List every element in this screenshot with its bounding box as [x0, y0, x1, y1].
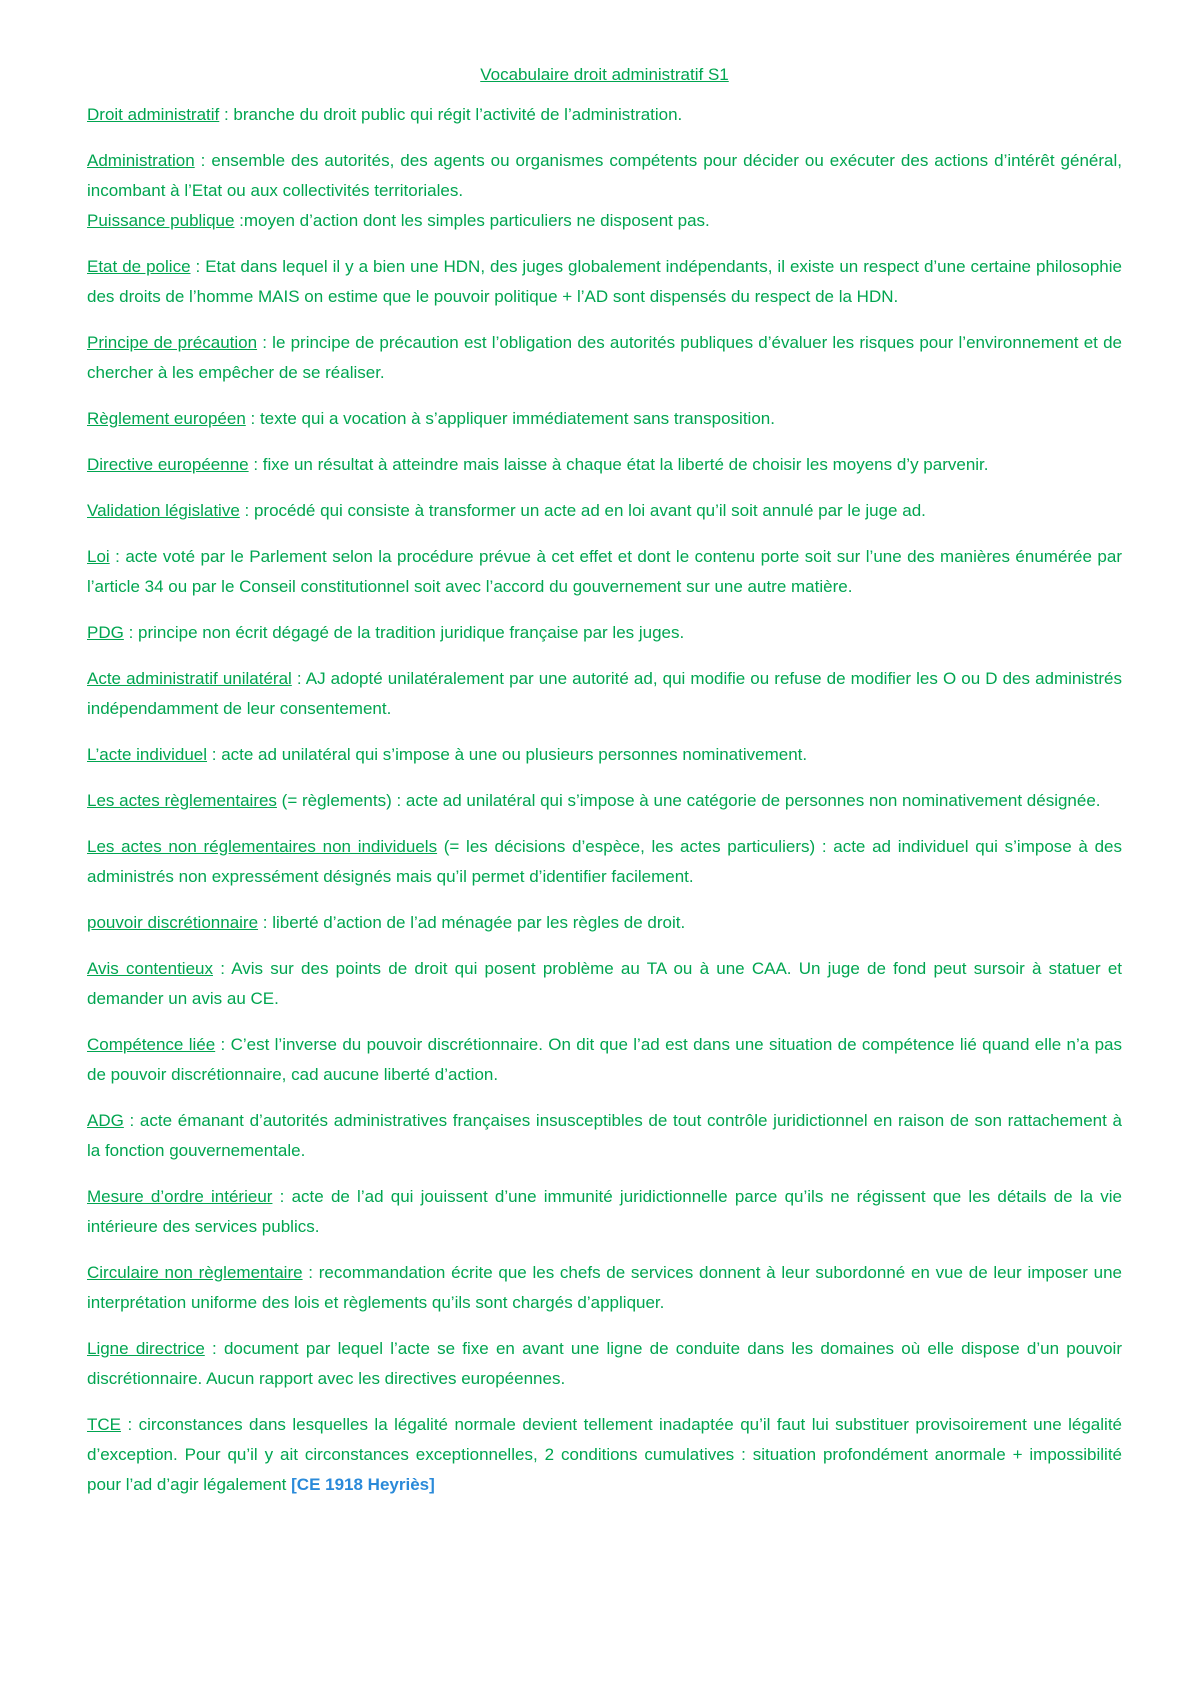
entry-adg: [87, 1106, 1122, 1166]
term: Acte administratif unilatéral: [87, 669, 292, 688]
definition: : principe non écrit dégagé de la tradition juridique française par les juges.: [123, 623, 685, 642]
entry-puissance-publique: [87, 206, 1122, 236]
definition: : acte ad unilatéral qui s’impose à une ou plusieurs personnes nominativement.: [207, 745, 808, 764]
definition: : AJ adopté unilatéralement par une autorité ad, qui modifie ou refuse de modifier les O ou D des administrés indépendamment de leur consentement.: [87, 669, 1123, 718]
entry-directive-europeenne: [87, 450, 1122, 480]
entry-loi: [87, 542, 1122, 602]
term: Validation législative: [87, 501, 240, 520]
term: PDG: [87, 623, 124, 642]
term: Les actes non réglementaires non individuels: [87, 837, 438, 856]
term: Avis contentieux: [87, 959, 213, 978]
term: Loi: [87, 547, 110, 566]
term: Puissance publique: [87, 211, 235, 230]
document-title: Vocabulaire droit administratif S1: [480, 65, 729, 84]
entry-mesure-ordre-interieur: [87, 1182, 1122, 1242]
definition: : recommandation écrite que les chefs de services donnent à leur subordonné en vue de leur imposer une interprétation uniforme des lois et règlements qu’ils sont chargés d’appliquer.: [87, 1263, 1122, 1312]
entry-reglement-europeen: [87, 404, 1122, 434]
entry-pdg: [87, 618, 1122, 648]
definition: : fixe un résultat à atteindre mais laisse à chaque état la liberté de choisir les moyens d’y parvenir.: [248, 455, 989, 474]
definition: : acte émanant d’autorités administratives françaises insusceptibles de tout contrôle juridictionnel en raison de son rattachement à la fonction gouvernementale.: [87, 1111, 1122, 1160]
definition: : texte qui a vocation à s’appliquer immédiatement sans transposition.: [245, 409, 775, 428]
definition: (= règlements) : acte ad unilatéral qui s’impose à une catégorie de personnes non nominativement désignée.: [276, 791, 1101, 810]
definition: : branche du droit public qui régit l’activité de l’administration.: [219, 105, 683, 124]
definition: : ensemble des autorités, des agents ou organismes compétents pour décider ou exécuter des actions d’intérêt général, incombant à l’Etat ou aux collectivités territoriales.: [87, 151, 1122, 200]
entry-principe-de-precaution: [87, 328, 1122, 388]
entry-validation-legislative: [87, 496, 1122, 526]
definition: : acte de l’ad qui jouissent d’une immunité juridictionnelle parce qu’ils ne régissent que les détails de la vie intérieure des services publics.: [87, 1187, 1123, 1236]
definition: : Etat dans lequel il y a bien une HDN, des juges globalement indépendants, il existe un respect d’une certaine philosophie des droits de l’homme MAIS on estime que le pouvoir politique + l’AD sont dispensés du respect de la HDN.: [87, 257, 1122, 306]
term: Compétence liée: [87, 1035, 216, 1054]
term: TCE: [87, 1415, 121, 1434]
entry-avis-contentieux: [87, 954, 1122, 1014]
case-citation: [CE 1918 Heyriès]: [291, 1475, 435, 1494]
term: Les actes règlementaires: [87, 791, 277, 810]
term: Administration: [87, 151, 195, 170]
term: Etat de police: [87, 257, 191, 276]
definition: : Avis sur des points de droit qui posent problème au TA ou à une CAA. Un juge de fond peut sursoir à statuer et demander un avis au CE.: [87, 959, 1122, 1008]
entry-acte-administratif-unilateral: [87, 664, 1122, 724]
entry-administration: [87, 146, 1122, 206]
entry-actes-reglementaires: [87, 786, 1122, 816]
term: L’acte individuel: [87, 745, 208, 764]
entry-pouvoir-discretionnaire: [87, 908, 1122, 938]
definition: : liberté d’action de l’ad ménagée par les règles de droit.: [258, 913, 686, 932]
term: Ligne directrice: [87, 1339, 205, 1358]
term: Principe de précaution: [87, 333, 258, 352]
definition: (= les décisions d’espèce, les actes particuliers) : acte ad individuel qui s’impose à des administrés non expressément désignés mais qu’il permet d’identifier facilement.: [87, 837, 1122, 886]
definition: : circonstances dans lesquelles la légalité normale devient tellement inadaptée qu’il faut lui substituer provisoirement une légalité d’exception. Pour qu’il y ait circonstances exceptionnelles, 2 conditions cumulatives : situation profondément anormale + impossibilité pour l’ad d’agir légalement: [87, 1415, 1122, 1494]
term: Mesure d’ordre intérieur: [87, 1187, 273, 1206]
definition: :moyen d’action dont les simples particuliers ne disposent pas.: [234, 211, 710, 230]
definition: : acte voté par le Parlement selon la procédure prévue à cet effet et dont le contenu porte soit sur l’une des manières énumérée par l’article 34 ou par le Conseil constitutionnel soit avec l’accord du gouvernement sur une autre matière.: [87, 547, 1122, 596]
term: Directive européenne: [87, 455, 249, 474]
entry-competence-liee: [87, 1030, 1122, 1090]
entry-ligne-directrice: [87, 1334, 1122, 1394]
term: Règlement européen: [87, 409, 246, 428]
entry-tce: [87, 1410, 1122, 1500]
entry-acte-individuel: [87, 740, 1122, 770]
definition: : document par lequel l’acte se fixe en avant une ligne de conduite dans les domaines où elle dispose d’un pouvoir discrétionnaire. Aucun rapport avec les directives européennes.: [87, 1339, 1123, 1388]
entry-droit-administratif: [87, 100, 1122, 130]
term: pouvoir discrétionnaire: [87, 913, 259, 932]
definition: : le principe de précaution est l’obligation des autorités publiques d’évaluer les risques pour l’environnement et de chercher à les empêcher de se réaliser.: [87, 333, 1122, 382]
entry-actes-non-reglementaires: [87, 832, 1122, 892]
definition: : procédé qui consiste à transformer un acte ad en loi avant qu’il soit annulé par le juge ad.: [239, 501, 926, 520]
term: Circulaire non règlementaire: [87, 1263, 303, 1282]
entry-circulaire-non-reglementaire: [87, 1258, 1122, 1318]
term: ADG: [87, 1111, 124, 1130]
entry-etat-de-police: [87, 252, 1122, 312]
definition: : C’est l’inverse du pouvoir discrétionnaire. On dit que l’ad est dans une situation de compétence lié quand elle n’a pas de pouvoir discrétionnaire, cad aucune liberté d’action.: [87, 1035, 1122, 1084]
term: Droit administratif: [87, 105, 220, 124]
